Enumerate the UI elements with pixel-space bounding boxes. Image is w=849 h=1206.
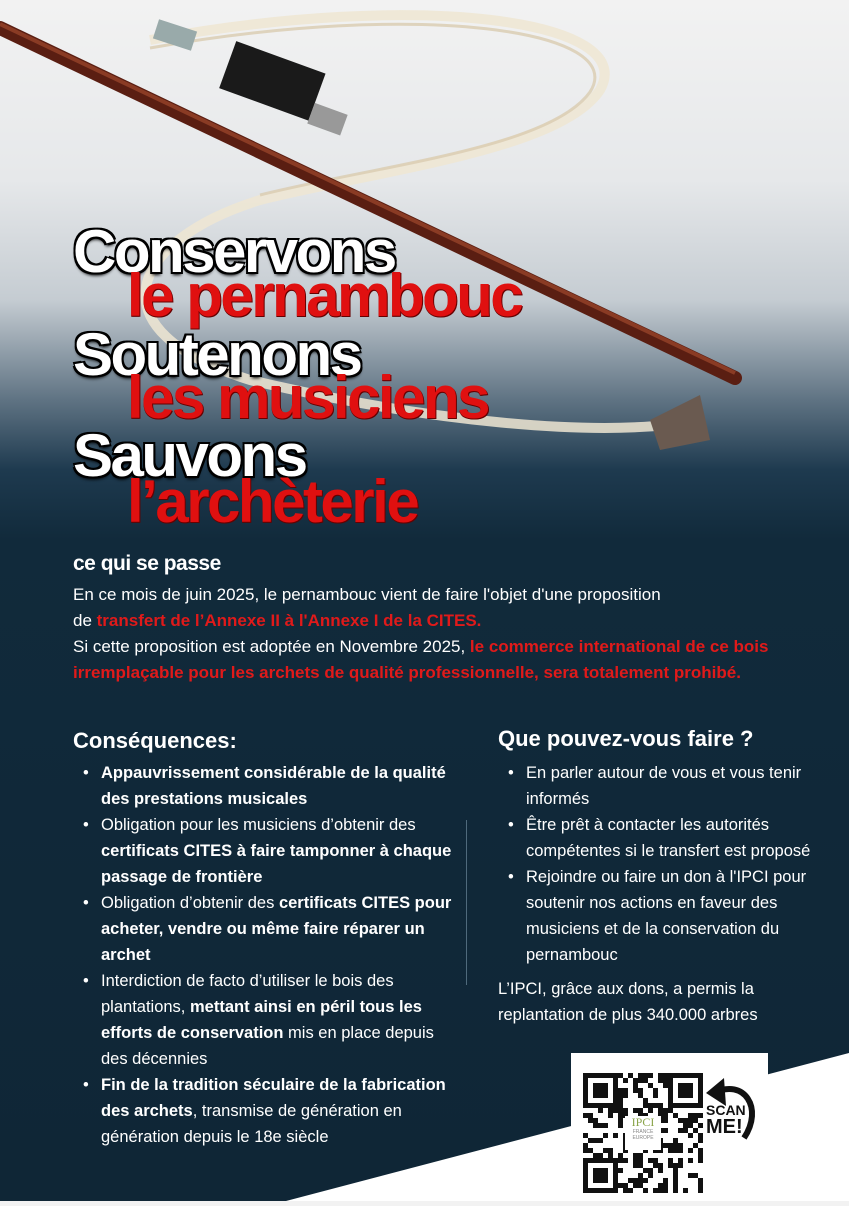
consequence-pre: Obligation pour les musiciens d’obtenir des xyxy=(101,816,416,834)
situation-p2-highlight: le commerce international de ce bois irremplaçable pour les archets de qualité professionnelle, sera totalement prohibé. xyxy=(73,637,769,682)
ipci-logo-sub2: EUROPE xyxy=(632,1135,654,1141)
ipci-logo xyxy=(625,1116,661,1150)
situation-p2: Si cette proposition est adoptée en Novembre 2025, xyxy=(73,637,470,656)
actions-note: L’IPCI, grâce aux dons, a permis la replantation de plus 340.000 arbres xyxy=(498,980,758,1024)
situation-p1b: de xyxy=(73,611,97,630)
consequence-bold: certificats CITES pour acheter, vendre ou même faire réparer un archet xyxy=(101,894,452,964)
headline-sauvons: Sauvons xyxy=(73,422,306,489)
consequence-bold: Fin de la tradition séculaire de la fabrication des archets xyxy=(101,1076,446,1120)
headline-pernambouc: le pernambouc xyxy=(127,262,522,329)
qr-code-panel[interactable] xyxy=(571,1053,768,1201)
situation-p1: En ce mois de juin 2025, le pernambouc vient de faire l'objet d'une proposition xyxy=(73,585,661,604)
headline-soutenons: Soutenons xyxy=(73,321,361,388)
situation-p1-highlight: transfert de l’Annexe II à l'Annexe I de la CITES. xyxy=(96,611,482,630)
consequence-post: , transmise de génération en génération depuis le 18e siècle xyxy=(101,1102,402,1146)
actions-title: Que pouvez-vous faire ? xyxy=(498,726,754,751)
headline-archeterie: l’archèterie xyxy=(127,468,418,535)
scan-label-2: ME! xyxy=(706,1116,743,1138)
headline-musiciens: les musiciens xyxy=(127,364,489,431)
situation-title: ce qui se passe xyxy=(73,552,221,575)
consequence-bold: certificats CITES à faire tamponner à chaque passage de frontière xyxy=(101,842,452,886)
ipci-logo-text: IPCI xyxy=(631,1115,655,1129)
ipci-logo-sub1: FRANCE xyxy=(632,1129,654,1135)
action-item: • Rejoindre ou faire un don à l'IPCI pour soutenir nos actions en faveur des musiciens et de la conservation du pernambouc xyxy=(498,864,818,968)
consequence-bold: Appauvrissement considérable de la qualité des prestations musicales xyxy=(101,764,446,808)
consequence-pre: Obligation d’obtenir des xyxy=(101,894,279,912)
headline-conservons: Conservons xyxy=(73,218,395,285)
scan-label xyxy=(706,1103,746,1137)
consequence-bold: mettant ainsi en péril tous les efforts de conservation xyxy=(101,998,422,1042)
scan-label-1: SCAN xyxy=(706,1102,746,1118)
action-item: • En parler autour de vous et vous tenir informés xyxy=(498,760,818,812)
consequences-title: Conséquences: xyxy=(73,728,237,753)
consequence-post: mis en place depuis des décennies xyxy=(101,1024,434,1068)
action-item: • Être prêt à contacter les autorités compétentes si le transfert est proposé xyxy=(498,812,818,864)
consequence-pre: Interdiction de facto d’utiliser le bois des plantations, xyxy=(101,972,394,1016)
